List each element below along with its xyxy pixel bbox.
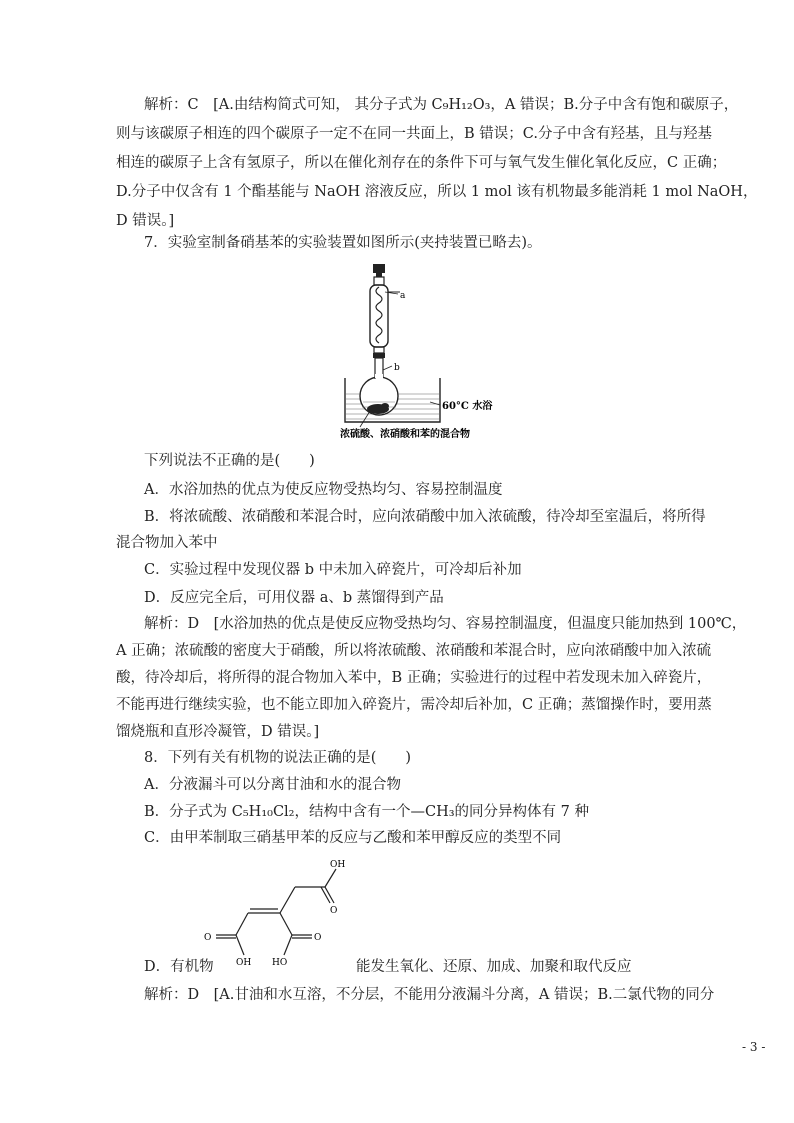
oh-top: OH: [330, 860, 346, 870]
solution6-line5: D 错误。]: [116, 213, 175, 229]
figure-caption: 浓硫酸、浓硝酸和苯的混合物: [340, 429, 470, 440]
stopper-icon: [373, 264, 385, 273]
structural-formula-figure: [200, 855, 360, 975]
question8-option-a: A．分液漏斗可以分离甘油和水的混合物: [144, 777, 401, 793]
question7-option-c: C．实验过程中发现仪器 b 中未加入碎瓷片，可冷却后补加: [144, 562, 522, 578]
solution7-line5: 馏烧瓶和直形冷凝管，D 错误。]: [116, 724, 320, 740]
oh-left: OH: [236, 958, 252, 968]
solution7-line3: 酸，待冷却后，将所得的混合物加入苯中，B 正确；实验进行的过程中若发现未加入碎瓷片，: [116, 670, 712, 686]
solution7-line2: A 正确；浓硫酸的密度大于硝酸，所以将浓硫酸、浓硝酸和苯混合时，应向浓硝酸中加入浓硫: [116, 643, 712, 659]
question7-option-a: A．水浴加热的优点为使反应物受热均匀、容易控制温度: [144, 482, 503, 498]
page-number: - 3 -: [742, 1040, 766, 1054]
solution6-line4: D.分子中仅含有 1 个酯基能与 NaOH 溶液反应，所以 1 mol 该有机物最多能消耗 1 mol NaOH，: [116, 184, 758, 200]
label-b: b: [394, 363, 400, 373]
question7-option-b-line1: B．将浓硫酸、浓硝酸和苯混合时，应向浓硝酸中加入浓硫酸，待冷却至室温后，将所得: [144, 509, 706, 525]
o-upper-carbonyl: O: [330, 906, 338, 916]
question8-option-c: C．由甲苯制取三硝基甲苯的反应与乙酸和苯甲醇反应的类型不同: [144, 830, 562, 846]
question8-option-b: B．分子式为 C₅H₁₀Cl₂，结构中含有一个—CH₃的同分异构体有 7 种: [144, 804, 589, 820]
solution6-line2: 则与该碳原子相连的四个碳原子一定不在同一共面上，B 错误；C.分子中含有羟基，且与羟基: [116, 126, 712, 142]
ho-right: HO: [272, 958, 288, 968]
solution7-line1: 解析：D [水浴加热的优点是使反应物受热均匀、容易控制温度，但温度只能加热到 100℃，: [144, 616, 747, 632]
o-right-carbonyl: O: [314, 933, 322, 943]
label-a: a: [400, 291, 406, 301]
solution6-line1: 解析：C [A.由结构简式可知， 其分子式为 C₉H₁₂O₃，A 错误；B.分子中含有饱和碳原子，: [144, 97, 739, 113]
question8-option-d-left: D．有机物: [144, 959, 214, 975]
solution7-line4: 不能再进行继续实验，也不能立即加入碎瓷片，需冷却后补加，C 正确；蒸馏操作时，要用蒸: [116, 697, 712, 713]
question7-prompt: 下列说法不正确的是( ): [144, 453, 315, 469]
question8-option-d-right: 能发生氧化、还原、加成、加聚和取代反应: [356, 959, 632, 975]
solution8-line1: 解析：D [A.甘油和水互溶，不分层，不能用分液漏斗分离，A 错误；B.二氯代物的同分: [144, 987, 715, 1003]
question7-option-b-line2: 混合物加入苯中: [116, 535, 218, 551]
o-left-carbonyl: O: [204, 933, 212, 943]
bath-temperature-label: 60°C 水浴: [442, 401, 493, 412]
question7-option-d: D．反应完全后，可用仪器 a、b 蒸馏得到产品: [144, 590, 444, 606]
nitrobenzene-apparatus-figure: [330, 262, 500, 442]
solution6-line3: 相连的碳原子上含有氢原子，所以在催化剂存在的条件下可与氧气发生催化氧化反应，C 正确；: [116, 155, 727, 171]
question8-stem: 8．下列有关有机物的说法正确的是( ): [144, 750, 412, 766]
question7-stem: 7．实验室制备硝基苯的实验装置如图所示(夹持装置已略去)。: [144, 235, 542, 251]
